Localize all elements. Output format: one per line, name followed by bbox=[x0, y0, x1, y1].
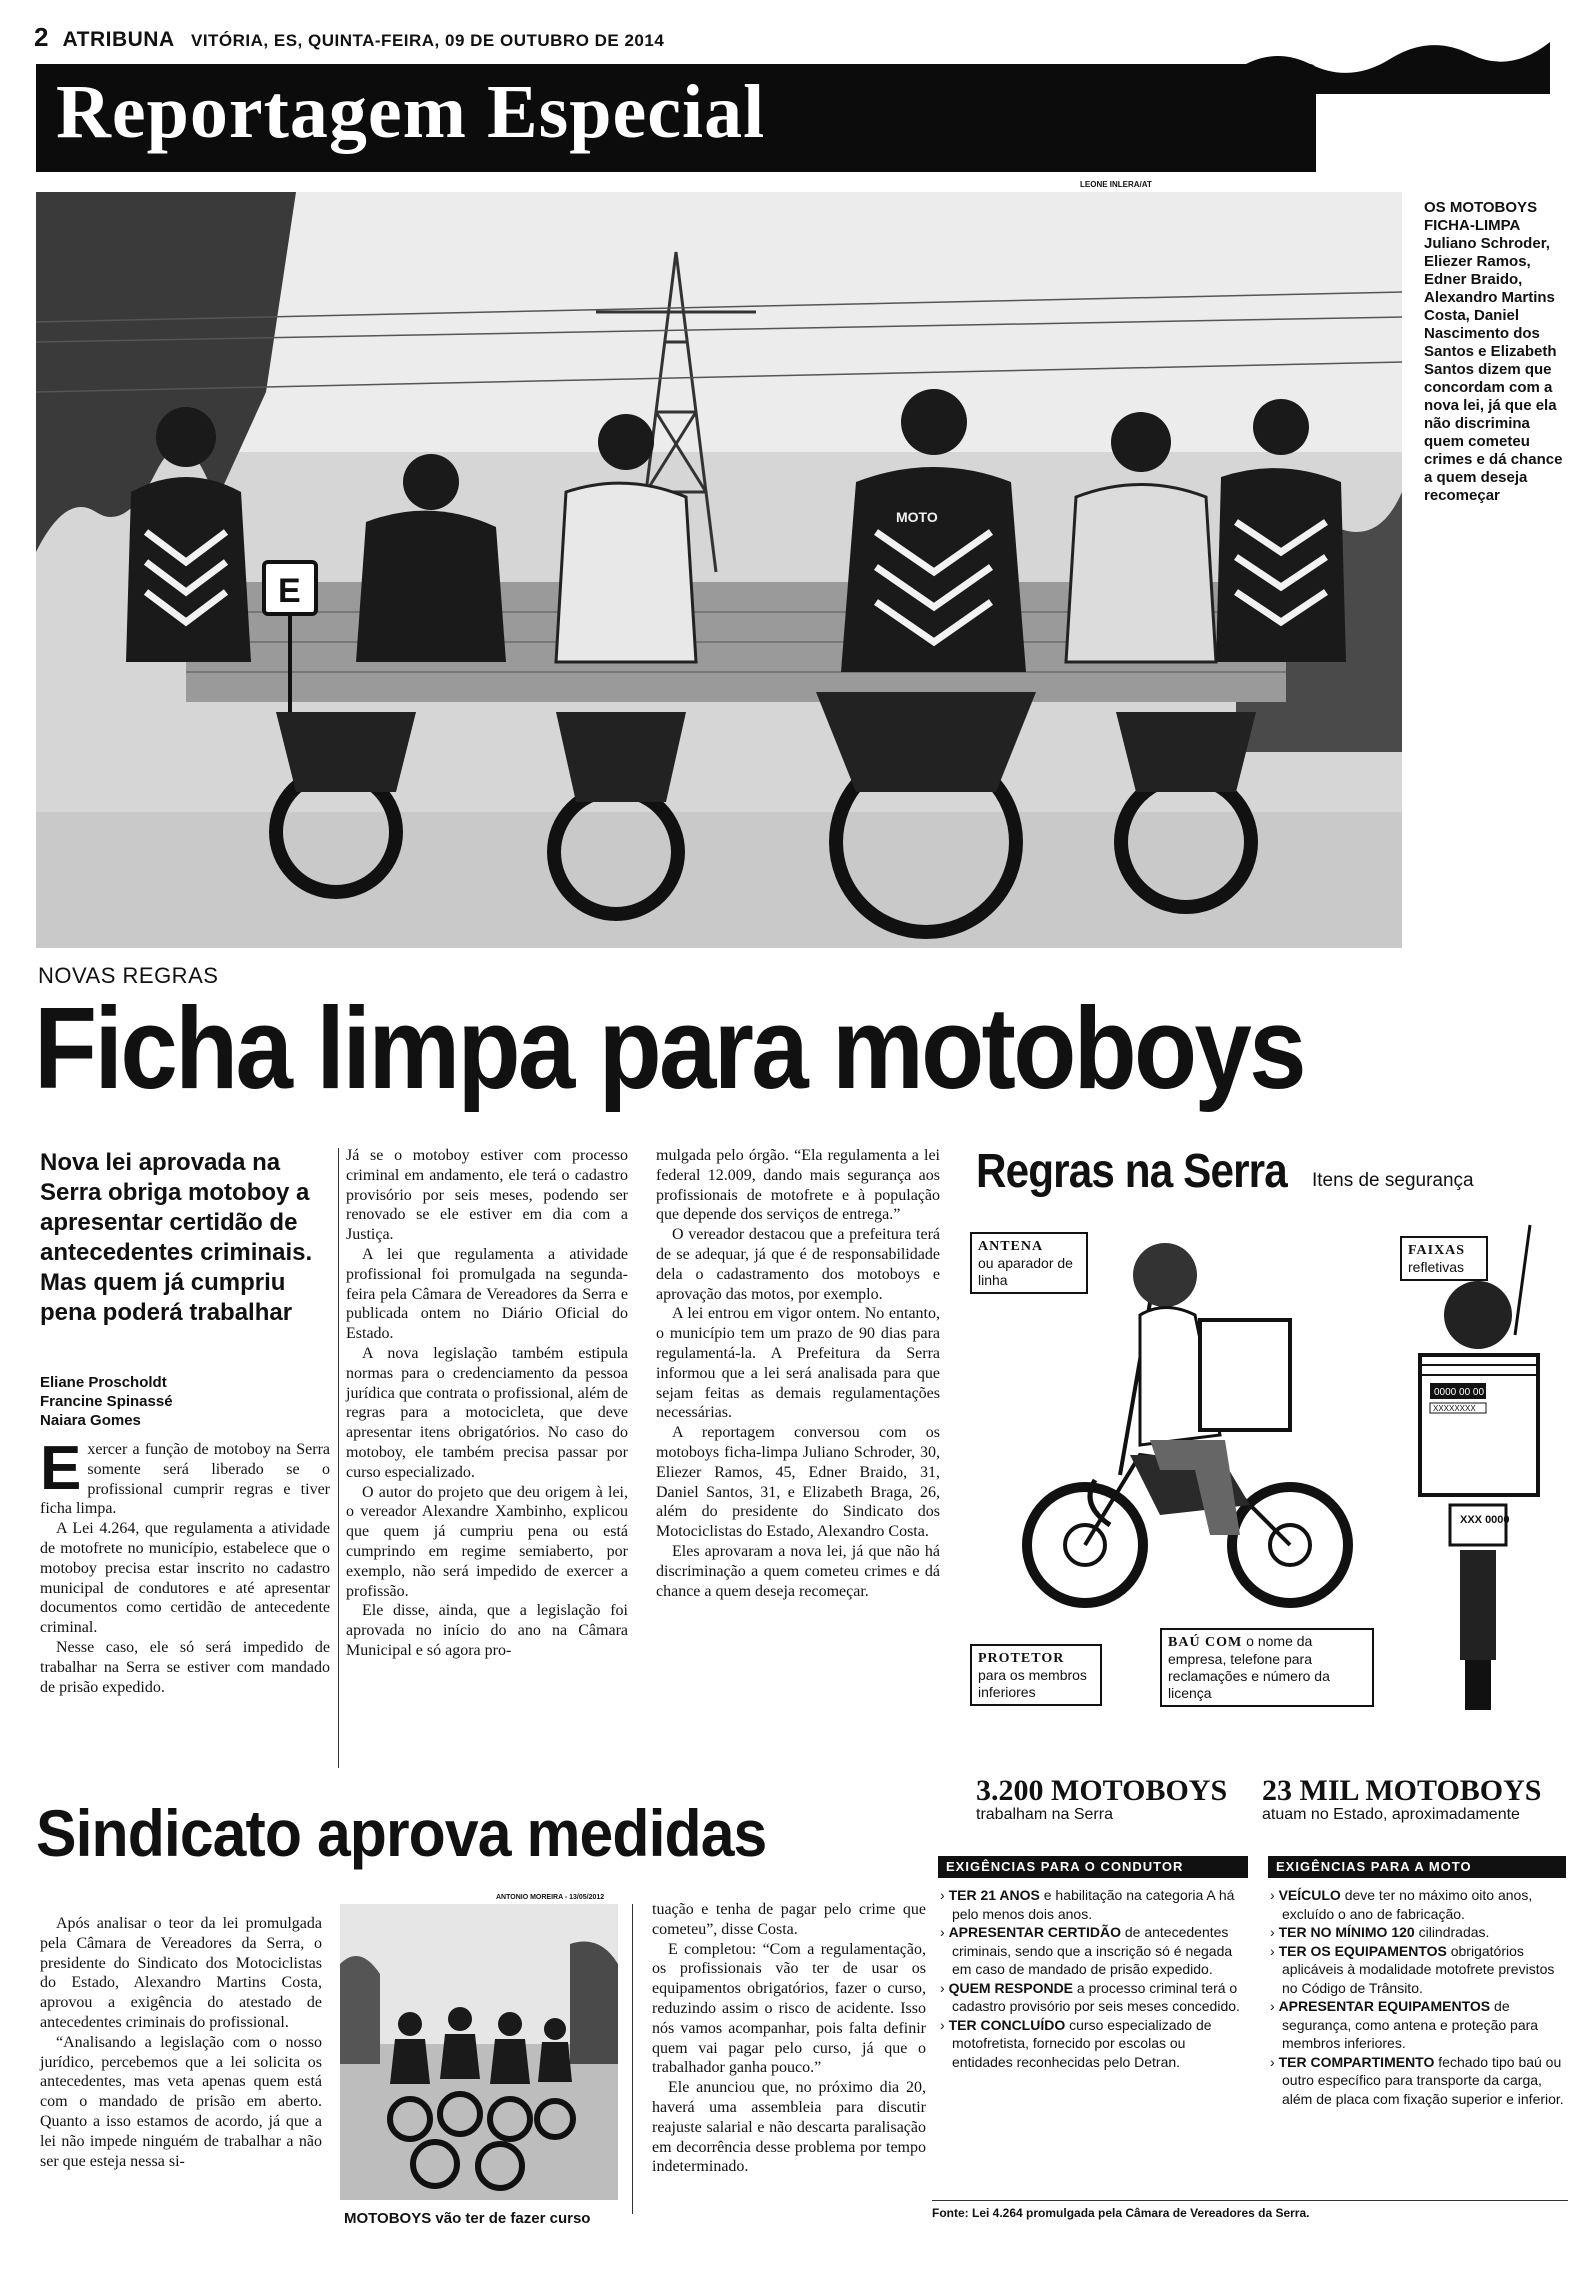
paragraph: O vereador destacou que a prefeitura terá de se adequar, já que é de responsabilidade dela o cadastramento dos motoboys e aprovação das motos, por exemplo. bbox=[656, 1226, 940, 1303]
source-note: Fonte: Lei 4.264 promulgada pela Câmara de Vereadores da Serra. bbox=[932, 2206, 1310, 2220]
list-item: › TER NO MÍNIMO 120 cilindradas. bbox=[1270, 1924, 1490, 1940]
author-1: Eliane Proscholdt bbox=[40, 1374, 167, 1391]
authors bbox=[40, 1373, 330, 1430]
callout-stripes-label: FAIXAS bbox=[1408, 1243, 1466, 1258]
article-column-1 bbox=[40, 1434, 330, 1697]
callout-box-text: o nome da empresa, telefone para reclamações e número da licença bbox=[1168, 1633, 1330, 1701]
callout-box-label: BAÚ COM bbox=[1168, 1635, 1243, 1650]
callout-stripes bbox=[1400, 1236, 1488, 1281]
stat-serra-text: trabalham na Serra bbox=[976, 1806, 1113, 1823]
photo-credit: LEONE INLERA/AT bbox=[1080, 180, 1152, 189]
paragraph: A Lei 4.264, que regulamenta a atividade de motofrete no município, estabelece que o motoboy precisa estar inscrito no cadastro municipal de condutores e até apresentar documentos como certidão de antecedente criminal. bbox=[40, 1520, 330, 1637]
parking-sign-letter: E bbox=[278, 572, 301, 610]
paragraph: E completou: “Com a regulamentação, os profissionais vão ter de usar os equipamentos obrigatórios, fazer o curso, reduzindo assim o risco de acidente. Isso nós vamos acompanhar, pois falta definir quem vai pagar pelo curso, já que o trabalhador ganha pouco.” bbox=[652, 1940, 926, 2077]
list-item: › APRESENTAR EQUIPAMENTOS de segurança, como antena e proteção para membros inferiores. bbox=[1270, 1998, 1539, 2051]
paragraph: A reportagem conversou com os motoboys ficha-limpa Juliano Schroder, 30, Eliezer Ramos, 45, Edner Braido, 31, Daniel Santos, 31, e Elizabeth Braga, 26, além do presidente do Sindicato dos Motociclistas do Estado, Alexandro Costa. bbox=[656, 1424, 940, 1541]
stat-estado bbox=[1262, 1776, 1542, 1824]
paragraph: Eles aprovaram a nova lei, já que não há discriminação a quem cometeu crimes e dá chance a quem deseja recomeçar. bbox=[656, 1542, 940, 1600]
author-3: Naiara Gomes bbox=[40, 1412, 141, 1429]
dropcap: E bbox=[40, 1434, 82, 1503]
motoboys-course-photo-illustration bbox=[340, 1904, 618, 2200]
source-rule bbox=[932, 2200, 1568, 2201]
callout-protector-label: PROTETOR bbox=[978, 1651, 1065, 1666]
callout-box bbox=[1160, 1628, 1374, 1707]
callout-antenna-label: ANTENA bbox=[978, 1239, 1044, 1254]
date-line: VITÓRIA, ES, QUINTA-FEIRA, 09 DE OUTUBRO DE 2014 bbox=[190, 31, 665, 50]
paragraph: A lei que regulamenta a atividade profissional foi promulgada na segunda-feira pela Câmara de Vereadores da Serra e publicada ontem no Diário Oficial do Estado. bbox=[346, 1245, 628, 1343]
bike-requirements-heading: EXIGÊNCIAS PARA A MOTO bbox=[1268, 1856, 1566, 1878]
sub-article-column-3 bbox=[652, 1900, 926, 2177]
infographic-subtitle: Itens de segurança bbox=[1312, 1170, 1474, 1191]
bike-requirements-list bbox=[1270, 1886, 1566, 2108]
callout-antenna-text: ou aparador de linha bbox=[978, 1255, 1073, 1288]
driver-requirements-heading: EXIGÊNCIAS PARA O CONDUTOR bbox=[938, 1856, 1248, 1878]
list-item: › TER CONCLUÍDO curso especializado de motofretista, fornecido por escolas ou entidades reconhecidas pelo Detran. bbox=[940, 2016, 1212, 2070]
callout-protector bbox=[970, 1644, 1102, 1706]
stat-serra-value: 3.200 MOTOBOYS bbox=[976, 1774, 1228, 1807]
vest-lettering: MOTO bbox=[896, 509, 938, 525]
column-rule bbox=[632, 1904, 633, 2214]
callout-protector-text: para os membros inferiores bbox=[978, 1667, 1087, 1700]
masthead bbox=[34, 22, 664, 53]
paragraph: Já se o motoboy estiver com processo criminal em andamento, ele terá o cadastro provisório por seis meses, podendo ser renovado se ele estiver em dia com a Justiça. bbox=[346, 1147, 628, 1244]
motoboys-photo-illustration bbox=[36, 192, 1402, 948]
headline: Ficha limpa para motoboys bbox=[34, 983, 1304, 1113]
paragraph: xercer a função de motoboy na Serra somente será liberado se o profissional cumprir regras e tiver ficha limpa. bbox=[40, 1441, 330, 1518]
main-photo bbox=[36, 192, 1402, 948]
page-number: 2 bbox=[34, 22, 49, 52]
list-item: › QUEM RESPONDE a processo criminal terá o cadastro provisório por seis meses concedido. bbox=[940, 1979, 1240, 2014]
sub-article-column-1 bbox=[40, 1914, 322, 2171]
photo2-credit: ANTONIO MOREIRA - 13/05/2012 bbox=[496, 1894, 605, 1901]
infographic-title: Regras na Serra bbox=[976, 1145, 1287, 1198]
article-column-2 bbox=[346, 1146, 628, 1661]
list-item: › TER 21 ANOS e habilitação na categoria A há pelo menos dois anos. bbox=[940, 1887, 1235, 1922]
plate-text: XXX 0000 bbox=[1460, 1514, 1510, 1526]
section-title: Reportagem Especial bbox=[56, 70, 766, 154]
callout-antenna bbox=[970, 1232, 1088, 1294]
box-sticker-text: XXXXXXXX bbox=[1433, 1404, 1476, 1413]
paragraph: O autor do projeto que deu origem à lei, o vereador Alexandre Xambinho, explicou que quem já cumpriu pena ou está cumprindo em regime semiaberto, por exemplo, não será impedido de exercer a profissão. bbox=[346, 1483, 628, 1600]
paragraph: tuação e tenha de pagar pelo crime que cometeu”, disse Costa. bbox=[652, 1901, 926, 1938]
stat-estado-text: atuam no Estado, aproximadamente bbox=[1262, 1806, 1520, 1823]
paragraph: mulgada pelo órgão. “Ela regulamenta a lei federal 12.009, dando mais segurança aos profissionais de motofrete e à população que depende dos serviços de entrega.” bbox=[656, 1147, 940, 1224]
list-item: › TER COMPARTIMENTO fechado tipo baú ou outro específico para transporte da carga, além de placa com fixação superior e inferior. bbox=[1270, 2053, 1564, 2107]
paragraph: Após analisar o teor da lei promulgada pela Câmara de Vereadores da Serra, o presidente do Sindicato dos Motociclistas do Estado, Alexandro Martins Costa, aprovou a exigência do atestado de antecedentes criminais do profissional. bbox=[40, 1915, 322, 2031]
list-item: › APRESENTAR CERTIDÃO de antecedentes criminais, sendo que a inscrição só é negada em caso de mandado de prisão expedido. bbox=[940, 1924, 1233, 1977]
stat-estado-value: 23 MIL MOTOBOYS bbox=[1262, 1774, 1542, 1807]
deck: Nova lei aprovada na Serra obriga motoboy a apresentar certidão de antecedentes criminais. Mas quem já cumpriu pena poderá trabalhar bbox=[40, 1149, 313, 1326]
sub-headline: Sindicato aprova medidas bbox=[36, 1796, 767, 1870]
list-item: › TER OS EQUIPAMENTOS obrigatórios aplicáveis à modalidade motofrete previstos no Código de Trânsito. bbox=[1270, 1942, 1555, 1996]
paragraph: A lei entrou em vigor ontem. No entanto, o município tem um prazo de 90 dias para regulamentá-la. A Prefeitura da Serra informou que a lei será analisada para que sejam feitas as demais regulamentações necessárias. bbox=[656, 1305, 940, 1422]
paragraph: Nesse caso, ele só será impedido de trabalhar na Serra se estiver com mandado de prisão expedido. bbox=[40, 1638, 330, 1696]
kicker: NOVAS REGRAS bbox=[38, 963, 219, 988]
paragraph: Ele disse, ainda, que a legislação foi aprovada no início do ano na Câmara Municipal e só agora pro- bbox=[346, 1602, 628, 1659]
paragraph: Ele anunciou que, no próximo dia 20, haverá uma assembleia para discutir reajuste salarial e não descarta paralisação em decorrência desse problema por tempo indeterminado. bbox=[652, 2079, 926, 2176]
paragraph: A nova legislação também estipula normas para o credenciamento da pessoa jurídica que contrata o profissional, além de regras para a motocicleta, que deve apresentar itens obrigatórios. No caso do motoboy, ele também precisa passar por curso especializado. bbox=[346, 1344, 628, 1481]
paragraph: “Analisando a legislação com o nosso jurídico, percebemos que a lei solicita os antecedentes, mas veta apenas quem está com o mandado de prisão em aberto. Quanto a isso estamos de acordo, já que a lei não impede ninguém de trabalhar a não ser que esteja nessa si- bbox=[40, 2033, 322, 2170]
box-phone-text: 0000 00 00 bbox=[1434, 1387, 1485, 1398]
list-item: › VEÍCULO deve ter no máximo oito anos, excluído o ano de fabricação. bbox=[1270, 1887, 1533, 1922]
photo2-caption: MOTOBOYS vão ter de fazer curso bbox=[344, 2210, 591, 2227]
stat-serra bbox=[976, 1776, 1227, 1824]
callout-stripes-text: refletivas bbox=[1408, 1259, 1465, 1275]
newspaper-name: ATRIBUNA bbox=[62, 28, 175, 51]
column-rule bbox=[338, 1148, 339, 1768]
driver-requirements-list bbox=[940, 1886, 1250, 2071]
article-column-3 bbox=[656, 1146, 940, 1601]
author-2: Francine Spinassé bbox=[40, 1393, 173, 1410]
sub-article-photo bbox=[340, 1904, 618, 2200]
photo-caption: OS MOTOBOYS FICHA-LIMPA Juliano Schroder, Eliezer Ramos, Edner Braido, Alexandro Martins Costa, Daniel Nascimento dos Santos e Elizabeth Santos dizem que concordam com a nova lei, já que ela não discrimina quem cometeu crimes e dá chance a quem deseja recomeçar bbox=[1424, 199, 1563, 504]
